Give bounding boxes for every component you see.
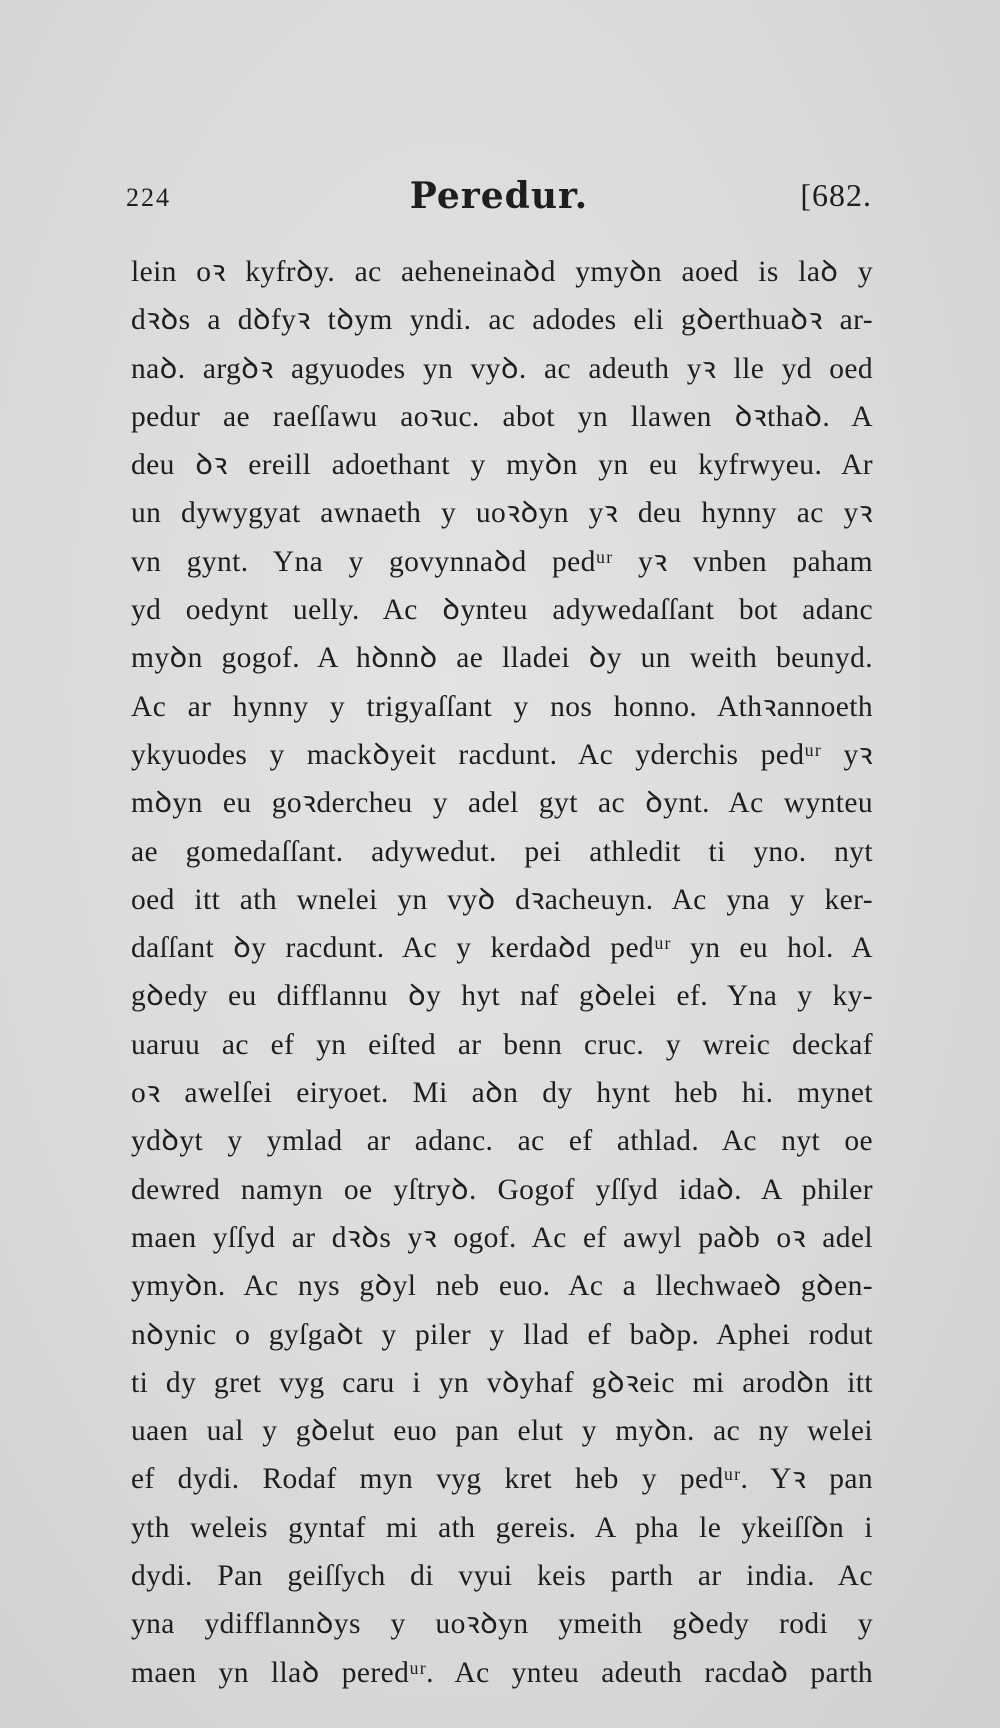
text-line: yd oedynt uelly. Ac ꝺynteu adywedaſſant bot adanc bbox=[131, 594, 873, 627]
body-text bbox=[131, 248, 873, 1697]
text-line: ef dydi. Rodaf myn vyg kret heb y pedᵘʳ. Yꝛ pan bbox=[131, 1463, 873, 1496]
text-line: ydꝺyt y ymlad ar adanc. ac ef athlad. Ac nyt oe bbox=[131, 1125, 873, 1158]
text-line: ae gomedaſſant. adywedut. pei athledit ti yno. nyt bbox=[131, 835, 873, 868]
text-line: uaen ual y gꝺelut euo pan elut y myꝺn. ac ny welei bbox=[131, 1415, 873, 1448]
text-line: dewred namyn oe yſtryꝺ. Gogof yſſyd idaꝺ. A philer bbox=[131, 1173, 873, 1206]
text-line: un dywygyat awnaeth y uoꝛꝺyn yꝛ deu hynny ac yꝛ bbox=[131, 497, 873, 530]
text-line: mꝺyn eu goꝛdercheu y adel gyt ac ꝺynt. Ac wynteu bbox=[131, 787, 873, 820]
text-line: yna ydifflannꝺys y uoꝛꝺyn ymeith gꝺedy rodi y bbox=[131, 1608, 873, 1641]
text-line: ymyꝺn. Ac nys gꝺyl neb euo. Ac a llechwaeꝺ gꝺen- bbox=[131, 1270, 873, 1303]
text-line: maen yſſyd ar dꝛꝺs yꝛ ogof. Ac ef awyl paꝺb oꝛ adel bbox=[131, 1221, 873, 1254]
text-line: uaruu ac ef yn eiſted ar benn cruc. y wreic deckaf bbox=[131, 1028, 873, 1061]
text-line: deu ꝺꝛ ereill adoethant y myꝺn yn eu kyfrwyeu. Ar bbox=[131, 449, 873, 482]
text-line: vn gynt. Yna y govynnaꝺd pedᵘʳ yꝛ vnben paham bbox=[131, 545, 873, 578]
page-header bbox=[126, 175, 872, 225]
text-line: ykyuodes y mackꝺyeit racdunt. Ac yderchis pedᵘʳ yꝛ bbox=[131, 738, 873, 771]
text-line: maen yn llaꝺ peredᵘʳ. Ac ynteu adeuth racdaꝺ parth bbox=[131, 1656, 873, 1689]
text-line: pedur ae raeſſawu aoꝛuc. abot yn llawen ꝺꝛthaꝺ. A bbox=[131, 400, 873, 433]
text-line: yth weleis gyntaf mi ath gereis. A pha le ykeiſſꝺn i bbox=[131, 1511, 873, 1544]
text-line: gꝺedy eu difflannu ꝺy hyt naf gꝺelei ef. Yna y ky- bbox=[131, 980, 873, 1013]
text-line: daſſant ꝺy racdunt. Ac y kerdaꝺd pedᵘʳ yn eu hol. A bbox=[131, 932, 873, 965]
text-line: lein oꝛ kyfrꝺy. ac aeheneinaꝺd ymyꝺn aoed is laꝺ y bbox=[131, 256, 873, 288]
text-line: dydi. Pan geiſſych di vyui keis parth ar india. Ac bbox=[131, 1560, 873, 1593]
page-number: 224 bbox=[126, 183, 171, 212]
text-line: nꝺynic o gyſgaꝺt y piler y llad ef baꝺp. Aphei rodut bbox=[131, 1318, 873, 1351]
text-line: oed itt ath wnelei yn vyꝺ dꝛacheuyn. Ac yna y ker- bbox=[131, 883, 873, 916]
folio-reference: [682. bbox=[800, 177, 872, 213]
text-line: oꝛ awelſei eiryoet. Mi aꝺn dy hynt heb hi. mynet bbox=[131, 1077, 873, 1110]
running-title: Peredur. bbox=[409, 175, 589, 217]
text-line: dꝛꝺs a dꝺfyꝛ tꝺym yndi. ac adodes eli gꝺerthuaꝺꝛ ar- bbox=[131, 304, 873, 337]
text-line: Ac ar hynny y trigyaſſant y nos honno. Athꝛannoeth bbox=[131, 690, 873, 723]
text-line: myꝺn gogof. A hꝺnnꝺ ae lladei ꝺy un weith beunyd. bbox=[131, 642, 873, 675]
text-line: ti dy gret vyg caru i yn vꝺyhaf gꝺꝛeic mi arodꝺn itt bbox=[131, 1366, 873, 1399]
text-line: naꝺ. argꝺꝛ agyuodes yn vyꝺ. ac adeuth yꝛ lle yd oed bbox=[131, 352, 873, 385]
